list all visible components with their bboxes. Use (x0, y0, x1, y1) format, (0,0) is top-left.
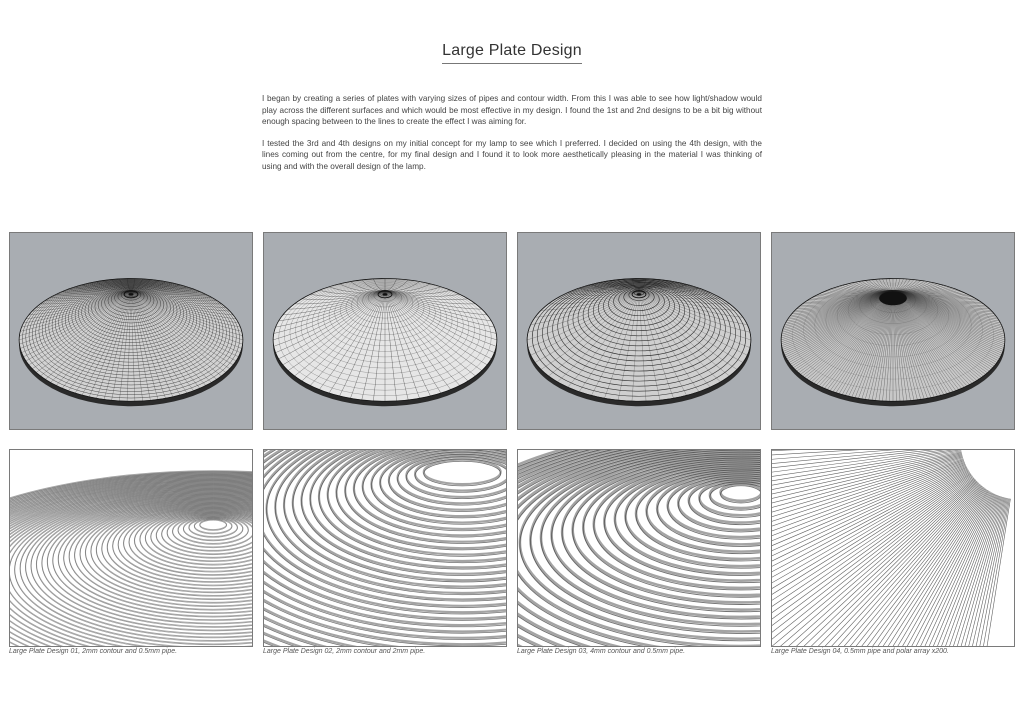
intro-paragraph-2: I tested the 3rd and 4th designs on my initial concept for my lamp to see which I preferred. I decided on using the 4th design, with the lines coming out from the centre, for my final design and I found it to look more aesthetically pleasing in the material I was thinking of using and with the overall design of the lamp. (262, 138, 762, 171)
design-01-detail (9, 449, 253, 647)
design-02-render (263, 232, 507, 430)
design-04-detail (771, 449, 1015, 647)
design-04-render (771, 232, 1015, 430)
design-01-caption: Large Plate Design 01, 2mm contour and 0.5mm pipe. (9, 648, 178, 655)
design-03-caption: Large Plate Design 03, 4mm contour and 0.5mm pipe. (517, 648, 686, 655)
page-title-text: Large Plate Design (442, 42, 582, 64)
design-02-detail (263, 449, 507, 647)
design-03-detail (517, 449, 761, 647)
design-03-render (517, 232, 761, 430)
design-01-render (9, 232, 253, 430)
intro-paragraph-1: I began by creating a series of plates with varying sizes of pipes and contour width. From this I was able to see how light/shadow would play across the different surfaces and which would be most effective in my design. I found the 1st and 2nd designs to be a bit big without enough spacing between to the lines to create the effect I was aiming for. (262, 94, 762, 127)
design-04-caption: Large Plate Design 04, 0.5mm pipe and polar array x200. (771, 648, 949, 655)
page-title (0, 42, 1024, 64)
intro-text (262, 93, 762, 183)
design-02-caption: Large Plate Design 02, 2mm contour and 2mm pipe. (263, 648, 426, 655)
